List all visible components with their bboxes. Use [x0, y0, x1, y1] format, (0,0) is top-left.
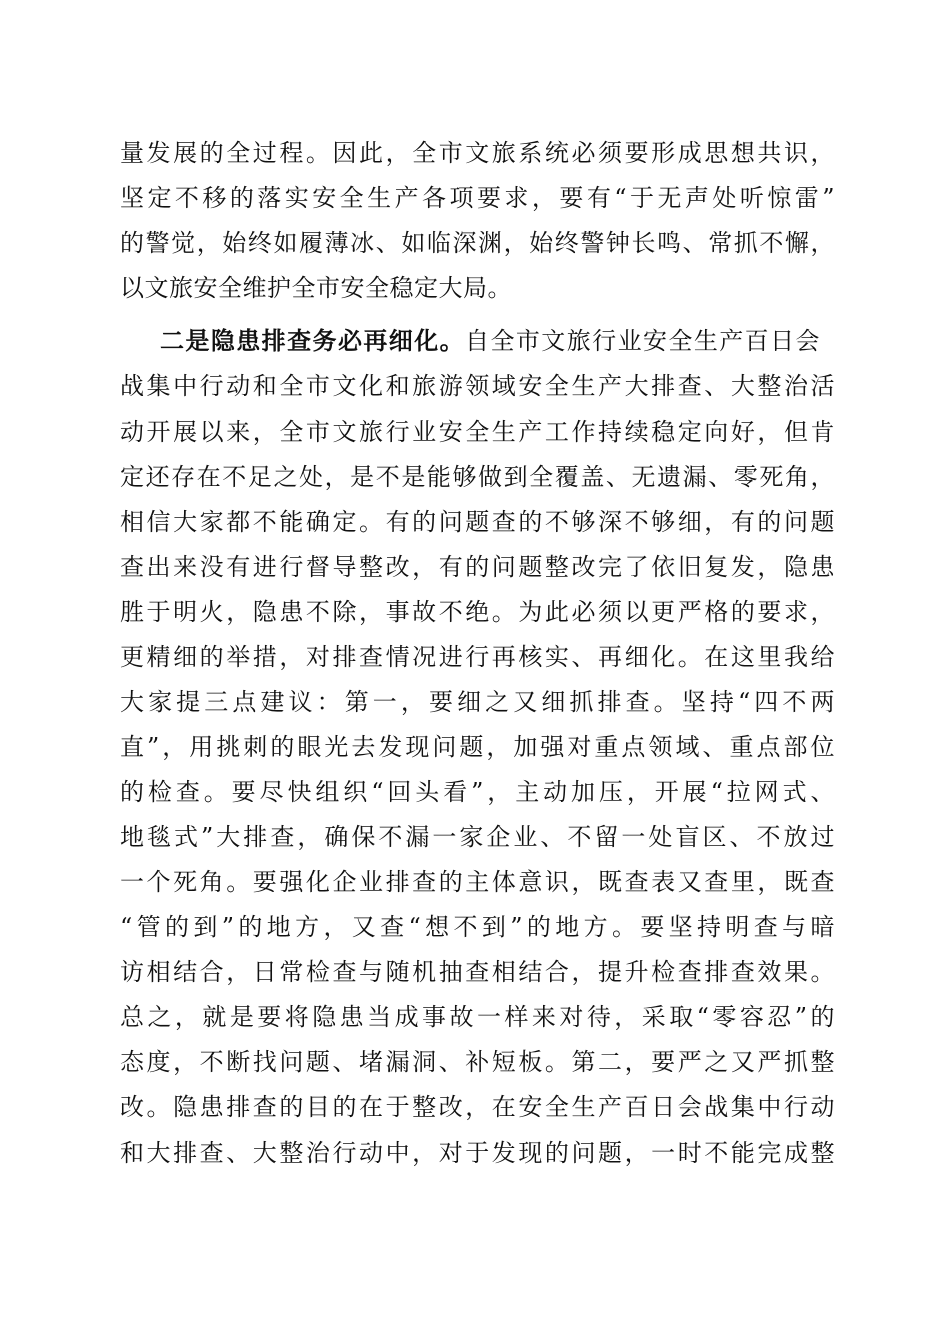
- paragraph-line: 定还存在不足之处，是不是能够做到全覆盖、无遗漏、零死角，: [120, 463, 835, 491]
- paragraph-line: “管的到”的地方，又查“想不到”的地方。要坚持明查与暗: [120, 913, 835, 941]
- paragraph-line: 量发展的全过程。因此，全市文旅系统必须要形成思想共识，: [120, 139, 835, 167]
- paragraph-line: 胜于明火，隐患不除，事故不绝。为此必须以更严格的要求，: [120, 598, 835, 626]
- paragraph-line: 更精细的举措，对排查情况进行再核实、再细化。在这里我给: [120, 643, 835, 671]
- paragraph-line: 改。隐患排查的目的在于整改，在安全生产百日会战集中行动: [120, 1093, 835, 1121]
- paragraph-heading-line: [160, 321, 820, 361]
- paragraph-line: 地毯式”大排查，确保不漏一家企业、不留一处盲区、不放过: [120, 823, 835, 851]
- paragraph-line: 一个死角。要强化企业排查的主体意识，既查表又查里，既查: [120, 868, 835, 896]
- paragraph-line: 相信大家都不能确定。有的问题查的不够深不够细，有的问题: [120, 508, 835, 536]
- paragraph-line: 态度，不断找问题、堵漏洞、补短板。第二，要严之又严抓整: [120, 1048, 835, 1076]
- heading-line-rest: 自全市文旅行业安全生产百日会: [465, 327, 821, 355]
- paragraph-line: 以文旅安全维护全市安全稳定大局。: [120, 274, 512, 302]
- paragraph-line: 大家提三点建议：第一，要细之又细抓排查。坚持“四不两: [120, 688, 835, 716]
- paragraph-line: 动开展以来，全市文旅行业安全生产工作持续稳定向好，但肯: [120, 418, 835, 446]
- paragraph-line: 直”，用挑刺的眼光去发现问题，加强对重点领域、重点部位: [120, 733, 835, 761]
- paragraph-line: 总之，就是要将隐患当成事故一样来对待，采取“零容忍”的: [120, 1003, 835, 1031]
- paragraph-line: 查出来没有进行督导整改，有的问题整改完了依旧复发，隐患: [120, 553, 835, 581]
- paragraph-line: 访相结合，日常检查与随机抽查相结合，提升检查排查效果。: [120, 958, 835, 986]
- paragraph-line: 的检查。要尽快组织“回头看”，主动加压，开展“拉网式、: [120, 778, 835, 806]
- paragraph-line: 的警觉，始终如履薄冰、如临深渊，始终警钟长鸣、常抓不懈，: [120, 229, 835, 257]
- section-heading: 二是隐患排查务必再细化。: [160, 326, 466, 355]
- paragraph-line: 坚定不移的落实安全生产各项要求，要有“于无声处听惊雷”: [120, 184, 835, 212]
- paragraph-line: 和大排查、大整治行动中，对于发现的问题，一时不能完成整: [120, 1139, 835, 1167]
- paragraph-line: 战集中行动和全市文化和旅游领域安全生产大排查、大整治活: [120, 372, 835, 400]
